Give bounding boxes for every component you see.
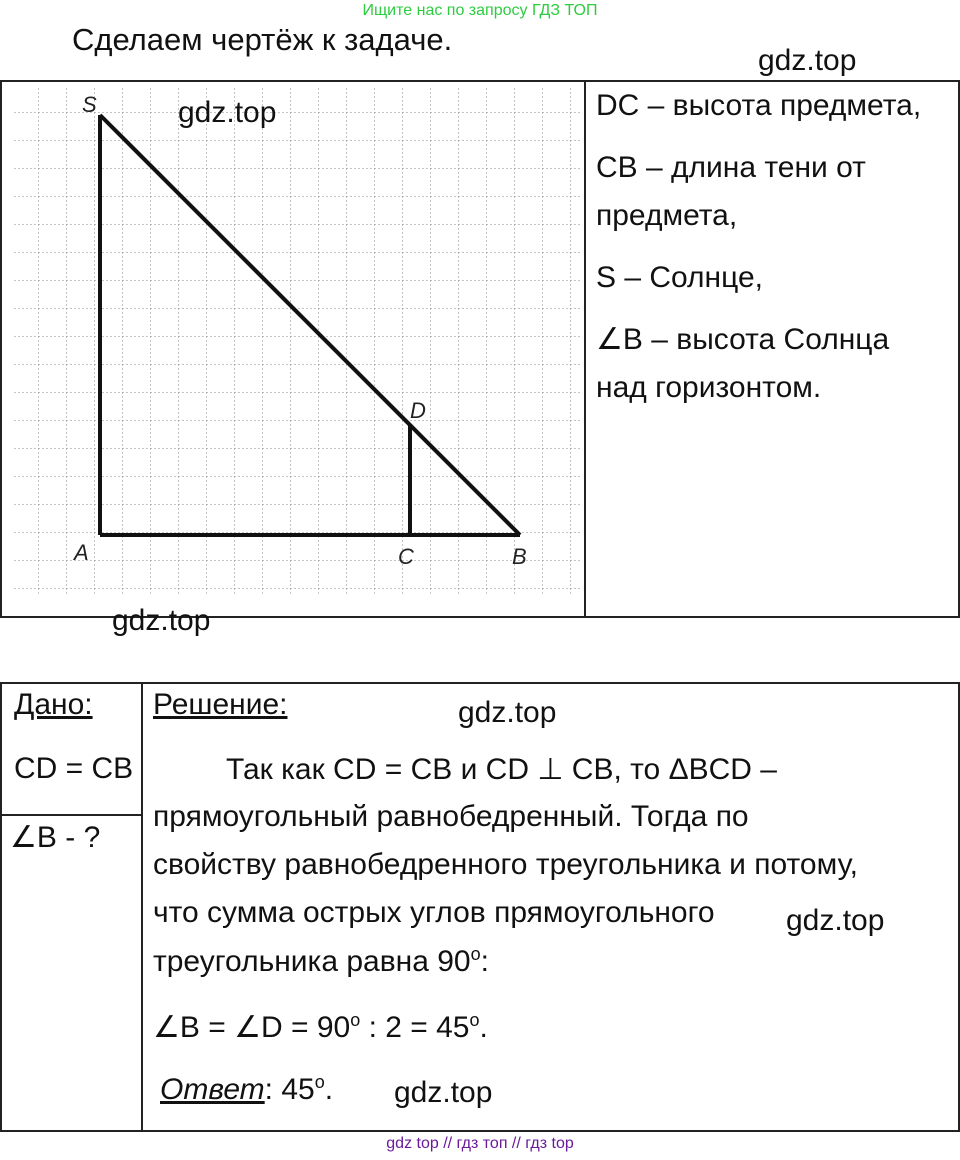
page-heading: Сделаем чертёж к задаче. xyxy=(72,22,453,57)
solution-line: Так как CD = CB и CD ⊥ CB, то ΔBCD – xyxy=(226,753,777,786)
solution-line: свойству равнобедренного треугольника и потому, xyxy=(153,848,858,881)
degree-sign: о xyxy=(350,1010,361,1030)
table-divider xyxy=(584,80,586,618)
solution-title: Решение: xyxy=(153,688,288,721)
equation-part: . xyxy=(479,1011,488,1044)
watermark: gdz.top xyxy=(178,96,277,129)
watermark: gdz.top xyxy=(394,1076,493,1109)
solution-text: треугольника равна 90 xyxy=(153,945,471,978)
answer-text: . xyxy=(324,1073,334,1106)
solution-text: : xyxy=(480,945,489,978)
degree-sign: о xyxy=(470,944,481,964)
solution-line xyxy=(153,944,489,979)
legend-line: над горизонтом. xyxy=(596,371,822,404)
watermark: gdz.top xyxy=(786,904,885,937)
given-divider xyxy=(0,814,142,816)
given-title: Дано: xyxy=(14,688,93,721)
answer-label: Ответ xyxy=(160,1073,265,1106)
triangle-diagram xyxy=(10,84,582,614)
label-a: A xyxy=(74,540,89,565)
answer xyxy=(160,1072,333,1107)
equation-part: ∠B = ∠D = 90 xyxy=(153,1011,351,1044)
watermark: gdz.top xyxy=(758,44,857,77)
equation-part: : 2 = 45 xyxy=(360,1011,470,1044)
table-divider xyxy=(141,682,143,1132)
legend-line: предмета, xyxy=(596,199,738,232)
degree-sign: о xyxy=(469,1010,480,1030)
label-d: D xyxy=(410,398,426,423)
label-s: S xyxy=(82,92,97,117)
solution-line: что сумма острых углов прямоугольного xyxy=(153,896,715,929)
legend-line: S – Солнце, xyxy=(596,261,763,294)
legend-line: ∠B – высота Солнца xyxy=(596,323,890,356)
footer-links: gdz top // гдз топ // гдз top xyxy=(386,1135,574,1152)
watermark: gdz.top xyxy=(458,696,557,729)
legend-line: DC – высота предмета, xyxy=(596,89,922,122)
answer-text: : 45 xyxy=(264,1073,315,1106)
find-statement: ∠B - ? xyxy=(10,821,101,854)
degree-sign: о xyxy=(314,1072,325,1092)
given-condition: CD = CB xyxy=(14,752,134,785)
grid-background xyxy=(12,86,580,594)
top-banner: Ищите нас по запросу ГДЗ ТОП xyxy=(362,2,598,19)
watermark: gdz.top xyxy=(112,604,211,637)
label-b: B xyxy=(512,544,527,569)
solution-line: прямоугольный равнобедренный. Тогда по xyxy=(153,800,749,833)
solution-equation xyxy=(153,1010,488,1045)
label-c: C xyxy=(398,544,414,569)
legend xyxy=(596,82,956,412)
legend-line: CB – длина тени от xyxy=(596,151,866,184)
